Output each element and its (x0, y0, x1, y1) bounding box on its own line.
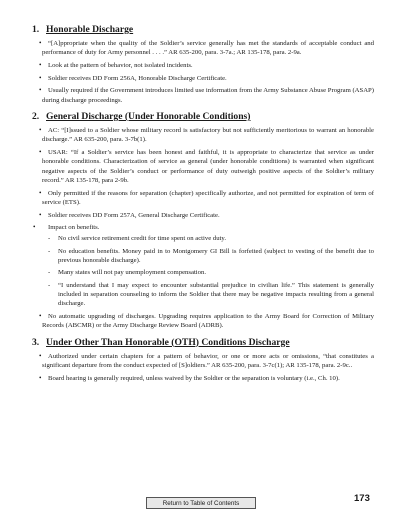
bullet-list (32, 352, 374, 383)
list-item: • No automatic upgrading of discharges. Upgrading requires application to the Army Board for Correction of Military Records (ABCMR) or the Army Discharge Review Board (ADRB). (42, 312, 374, 331)
bullet-list (32, 126, 374, 331)
sub-list-item: - Many states will not pay unemployment compensation. (58, 268, 374, 277)
list-item: • AC: “[I]ssued to a Soldier whose military record is satisfactory but not sufficiently meritorious to warrant an honorable discharge.” AR 635-200, para. 3-7b(1). (42, 126, 374, 145)
section-honorable-discharge (32, 24, 374, 105)
list-item: • Only permitted if the reasons for separation (chapter) specifically authorize, and not permitted for expiration of term of service (ETS). (42, 189, 374, 208)
return-to-toc-button[interactable]: Return to Table of Contents (146, 497, 256, 509)
list-item: • Soldier receives DD Form 256A, Honorable Discharge Certificate. (42, 74, 374, 83)
list-item: • Usually required if the Government introduces limited use information from the Army Substance Abuse Program (ASAP) during discharge proceedings. (42, 86, 374, 105)
bullet-list (32, 39, 374, 105)
section-oth-discharge (32, 337, 374, 383)
section-general-discharge (32, 111, 374, 331)
section-heading (32, 337, 374, 348)
list-item: • Authorized under certain chapters for a pattern of behavior, or one or more acts or omissions, “that constitutes a significant departure from the conduct expected of [S]oldiers.” AR 635-200, para. 3-7c(1); AR 135-178, para. 2-9c.. (42, 352, 374, 371)
sub-list-item: - No civil service retirement credit for time spent on active duty. (58, 234, 374, 243)
section-number: 2. (32, 110, 40, 122)
list-item: • Look at the pattern of behavior, not isolated incidents. (42, 61, 374, 70)
list-item: • Soldier receives DD Form 257A, General Discharge Certificate. (42, 211, 374, 220)
sub-list-item: - “I understand that I may expect to encounter substantial prejudice in civilian life.” This statement is generally included in separation counseling to inform the Soldier that there may be negative impacts resulting from a general discharge. (58, 281, 374, 309)
section-title: Under Other Than Honorable (OTH) Conditions Discharge (46, 336, 290, 348)
section-title: General Discharge (Under Honorable Conditions) (46, 110, 251, 122)
sub-list-item: - No education benefits. Money paid in to Montgomery GI Bill is forfeited (subject to vesting of the benefit due to previous honorable discharge). (58, 247, 374, 266)
section-heading (32, 111, 374, 122)
list-item: • “[A]ppropriate when the quality of the Soldier’s service generally has met the standards of acceptable conduct and performance of duty for Army personnel . . . .” AR 635-200, para. 3-7a.; AR 135-178, para. 2-9a. (42, 39, 374, 58)
section-number: 3. (32, 336, 40, 348)
document-page (32, 24, 374, 389)
list-item-benefits (42, 223, 374, 308)
sub-list (42, 234, 374, 308)
list-item: • USAR: “If a Soldier’s service has been honest and faithful, it is appropriate to characterize that service as under honorable conditions. Characterization of service as general (under honorable conditions) is warranted when significant negative aspects of the Soldier’s conduct or performance of duty outweigh positive aspects of the Soldier’s military record.” AR 135-178, para 2-9b. (42, 148, 374, 185)
section-heading (32, 24, 374, 35)
section-title: Honorable Discharge (46, 24, 134, 35)
list-item: • Board hearing is generally required, unless waived by the Soldier or the separation is voluntary (i.e., Ch. 10). (42, 374, 374, 383)
list-item-label: • Impact on benefits. (48, 224, 100, 232)
section-number: 1. (32, 24, 40, 35)
page-number: 173 (354, 493, 370, 504)
